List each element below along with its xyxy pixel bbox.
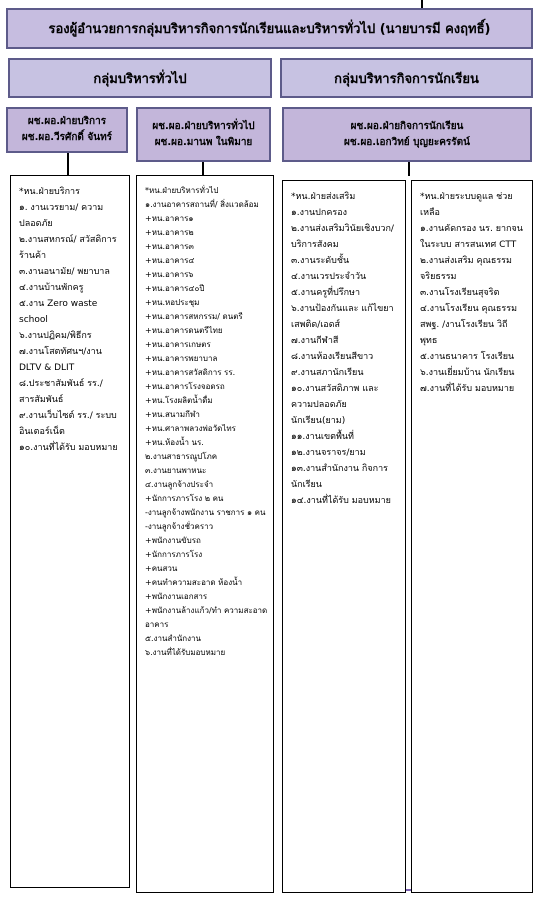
list-item: +พนักงานล้างแก้ว/ทำ ความสะอาดอาคาร [145, 606, 268, 629]
list-item: +หน.อาคารสหกรรม/ ดนตรี [145, 312, 243, 321]
list-item: +นักการภารโรง ๒ คน [145, 494, 224, 503]
task-column-student-promotion [282, 180, 406, 893]
group-student-affairs [280, 58, 533, 98]
list-item: ๕.งานสำนักงาน [145, 634, 202, 643]
list-item: ๖.งานป้องกันและ แก้ไขยาเสพติด/เอดส์ [291, 304, 394, 330]
list-item: ๑๐.งานที่ได้รับ มอบหมาย [19, 443, 118, 453]
list-item: +หน.อาคารดนตรีไทย [145, 326, 223, 335]
list-item: ๑.งานคัดกรอง นร. ยากจนในระบบ สารสนเทศ CTT [420, 224, 523, 250]
list-item: ๕.งานครูที่ปรึกษา [291, 288, 361, 298]
list-item: +หน.สนามกีฬา [145, 410, 200, 419]
list-item: ๑. งานเวรยาม/ ความปลอดภัย [19, 203, 104, 229]
assistant-student-name: ผช.ผอ.เอกวิทย์ บุญยะครรัตน์ [344, 136, 470, 148]
list-item: ๓.งานอนามัย/ พยาบาล [19, 267, 110, 277]
task-column-service [10, 175, 130, 888]
list-item: +หน.โรงผลิตน้ำดื่ม [145, 396, 213, 405]
list-item: ๙.งานเว็บไซต์ รร./ ระบบอินเตอร์เน็ต [19, 411, 117, 437]
list-item: ๔.งานเวรประจำวัน [291, 272, 367, 282]
group-student-affairs-title: กลุ่มบริหารกิจการนักเรียน [334, 71, 479, 87]
list-item: ๔.งานบ้านพักครู [19, 283, 84, 293]
list-item: ๔.งานลูกจ้างประจำ [145, 480, 214, 489]
task-column-student-care [411, 180, 533, 893]
assistant-general-name: ผช.ผอ.มานพ ในพิมาย [154, 136, 253, 148]
list-item: +หน.อาคารเกษตร [145, 340, 211, 349]
task-list-general-admin [145, 184, 268, 660]
list-item: ๒.งานสหกรณ์/ สวัสดิการร้านค้า [19, 235, 117, 261]
list-item: ๑.งานอาคารสถานที่/ สิ่งแวดล้อม [145, 200, 259, 209]
task-list-student-care [420, 189, 527, 397]
list-item: ๑๐.งานสวัสดิภาพ และความปลอดภัย นักเรียน(ยาม) [291, 384, 379, 426]
list-item: ๒.งานส่งเสริม คุณธรรมจริยธรรม [420, 256, 512, 282]
list-item: +คนทำความสะอาด ห้องน้ำ [145, 578, 243, 587]
list-item: +หน.อาคารโรงจอดรถ [145, 382, 225, 391]
list-item: -งานลูกจ้างพนักงาน ราชการ ๑ คน [145, 508, 266, 517]
assistant-student-header [282, 107, 532, 162]
deputy-director-header [6, 8, 533, 49]
list-item: ๒.งานสาธารณูปโภค [145, 452, 218, 461]
list-item: +คนสวน [145, 564, 178, 573]
list-item: ๓.งานยานพาหนะ [145, 466, 207, 475]
list-item: ๘.ประชาสัมพันธ์ รร./สารสัมพันธ์ [19, 379, 103, 405]
list-item: ๖.งานที่ได้รับมอบหมาย [145, 648, 226, 657]
connector-col2-down [202, 161, 204, 175]
list-item: ๖.งานปฏิคม/พิธีกร [19, 331, 92, 341]
list-item: ๑๔.งานที่ได้รับ มอบหมาย [291, 496, 391, 506]
list-item: ๑๓.งานสำนักงาน กิจการนักเรียน [291, 464, 388, 490]
connector-col1-down [67, 152, 69, 175]
list-item: ๔.งานโรงเรียน คุณธรรม สพฐ. /งานโรงเรียน วิถี พุทธ [420, 304, 517, 346]
task-column-general-admin [136, 175, 274, 893]
list-item: *หน.ฝ่ายส่งเสริม [291, 192, 356, 202]
list-item: ๓.งานโรงเรียนสุจริต [420, 288, 500, 298]
task-list-service [19, 184, 124, 456]
list-item: +หน.อาคาร๔ [145, 256, 195, 265]
list-item: ๖.งานเยี่ยมบ้าน นักเรียน [420, 368, 515, 378]
connector-col34-split [408, 161, 410, 176]
group-general-admin [8, 58, 272, 98]
list-item: +นักการภารโรง [145, 550, 203, 559]
assistant-service-name: ผช.ผอ.วีรศักดิ์ จันทร์ [21, 132, 113, 143]
deputy-director-title: รองผู้อำนวยการกลุ่มบริหารกิจการนักเรียนและบริหารทั่วไป (นายบารมี คงฤทธิ์) [48, 22, 491, 37]
list-item: +หน.อาคาร๔๐ปี [145, 284, 205, 293]
list-item: +หน.หอประชุม [145, 298, 200, 307]
list-item: +หน.อาคารพยาบาล [145, 354, 218, 363]
list-item: ๑๒.งานจราจร/ยาม [291, 448, 366, 458]
list-item: *หน.ฝ่ายบริการ [19, 187, 80, 197]
list-item: +หน.อาคาร๖ [145, 270, 194, 279]
assistant-general-header [136, 107, 271, 162]
assistant-general-role: ผช.ผอ.ฝ่ายบริหารทั่วไป [152, 120, 255, 132]
list-item: +พนักงานเอกสาร [145, 592, 208, 601]
list-item: ๕.งานธนาคาร โรงเรียน [420, 352, 515, 362]
list-item: ๒.งานส่งเสริมวินัยเชิงบวก/บริการสังคม [291, 224, 394, 250]
list-item: +หน.อาคาร๑ [145, 214, 194, 223]
connector-top-down [421, 0, 423, 8]
list-item: ๓.งานระดับชั้น [291, 256, 350, 266]
group-general-admin-title: กลุ่มบริหารทั่วไป [93, 71, 187, 87]
list-item: ๑๑.งานเขตพื้นที่ [291, 432, 354, 442]
task-list-student-promotion [291, 189, 400, 509]
list-item: +หน.อาคาร๓ [145, 242, 194, 251]
list-item: +หน.ศาลาพลวงพ่อวัดไทร [145, 424, 236, 433]
assistant-service-role: ผช.ผอ.ฝ่ายบริการ [27, 116, 107, 127]
list-item: +พนักงานขับรถ [145, 536, 201, 545]
list-item: *หน.ฝ่ายระบบดูแล ช่วยเหลือ [420, 192, 513, 218]
list-item: ๗.งานกีฬาสี [291, 336, 339, 346]
list-item: ๑.งานปกครอง [291, 208, 347, 218]
list-item: +หน.อาคาร๒ [145, 228, 194, 237]
list-item: +หน.อาคารสวัสดิการ รร. [145, 368, 236, 377]
assistant-student-role: ผช.ผอ.ฝ่ายกิจการนักเรียน [350, 120, 464, 132]
list-item: ๙.งานสภานักเรียน [291, 368, 364, 378]
list-item: ๘.งานห้องเรียนสีขาว [291, 352, 374, 362]
list-item: *หน.ฝ่ายบริหารทั่วไป [145, 186, 219, 195]
list-item: +หน.ห้องน้ำ นร. [145, 438, 204, 447]
list-item: ๗.งานที่ได้รับ มอบหมาย [420, 384, 515, 394]
list-item: ๗.งานโสตทัศนฯ/งาน DLTV & DLIT [19, 347, 102, 373]
list-item: -งานลูกจ้างชั่วคราว [145, 522, 214, 531]
list-item: ๕.งาน Zero waste school [19, 299, 98, 325]
assistant-service-header [6, 107, 128, 153]
